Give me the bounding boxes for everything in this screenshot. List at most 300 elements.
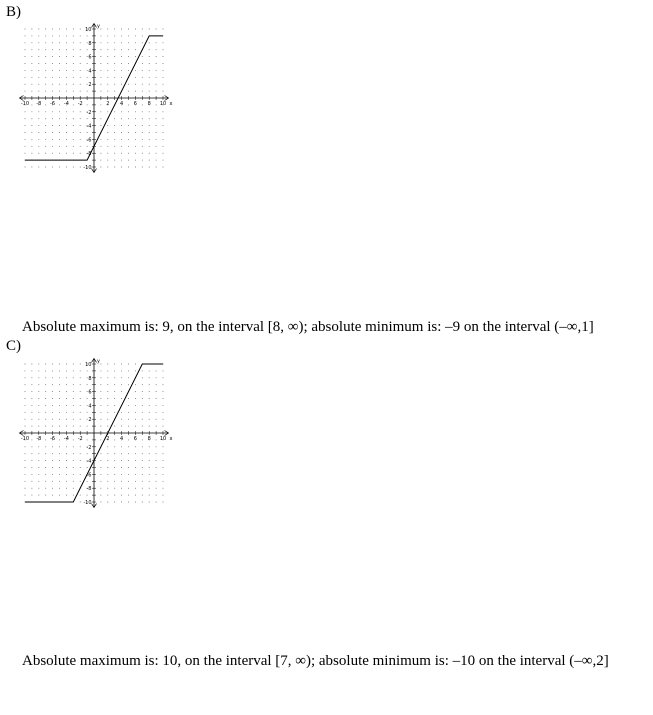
grid-dot bbox=[135, 42, 136, 43]
grid-dot bbox=[45, 35, 46, 36]
grid-dot bbox=[80, 398, 81, 399]
grid-dot bbox=[66, 35, 67, 36]
grid-dot bbox=[52, 488, 53, 489]
grid-dot bbox=[114, 460, 115, 461]
x-tick-label: 6 bbox=[133, 101, 137, 107]
grid-dot bbox=[142, 42, 143, 43]
grid-dot bbox=[87, 426, 88, 427]
grid-dot bbox=[163, 63, 164, 64]
grid-dot bbox=[59, 104, 60, 105]
grid-dot bbox=[52, 84, 53, 85]
grid-dot bbox=[121, 391, 122, 392]
grid-dot bbox=[107, 364, 108, 365]
grid-dot bbox=[100, 405, 101, 406]
grid-dot bbox=[114, 146, 115, 147]
grid-dot bbox=[107, 49, 108, 50]
grid-dot bbox=[38, 118, 39, 119]
grid-dot bbox=[128, 91, 129, 92]
grid-dot bbox=[128, 412, 129, 413]
grid-dot bbox=[114, 111, 115, 112]
grid-dot bbox=[100, 412, 101, 413]
grid-dot bbox=[100, 84, 101, 85]
grid-dot bbox=[149, 84, 150, 85]
grid-dot bbox=[73, 56, 74, 57]
grid-dot bbox=[135, 446, 136, 447]
grid-dot bbox=[52, 481, 53, 482]
grid-dot bbox=[25, 42, 26, 43]
grid-dot bbox=[156, 502, 157, 503]
grid-dot bbox=[128, 453, 129, 454]
grid-dot bbox=[107, 467, 108, 468]
grid-dot bbox=[66, 29, 67, 30]
grid-dot bbox=[163, 56, 164, 57]
grid-dot bbox=[107, 146, 108, 147]
grid-dot bbox=[142, 398, 143, 399]
x-tick-label: -6 bbox=[50, 436, 56, 442]
grid-dot bbox=[87, 118, 88, 119]
grid-dot bbox=[135, 384, 136, 385]
grid-dot bbox=[156, 467, 157, 468]
grid-dot bbox=[25, 118, 26, 119]
grid-dot bbox=[25, 91, 26, 92]
grid-dot bbox=[100, 63, 101, 64]
grid-dot bbox=[107, 125, 108, 126]
grid-dot bbox=[25, 398, 26, 399]
grid-dot bbox=[38, 391, 39, 392]
grid-dot bbox=[25, 384, 26, 385]
grid-dot bbox=[149, 160, 150, 161]
grid-dot bbox=[114, 412, 115, 413]
grid-dot bbox=[25, 467, 26, 468]
grid-dot bbox=[66, 391, 67, 392]
grid-dot bbox=[25, 405, 26, 406]
grid-dot bbox=[52, 35, 53, 36]
grid-dot bbox=[31, 419, 32, 420]
grid-dot bbox=[38, 370, 39, 371]
grid-dot bbox=[114, 446, 115, 447]
grid-dot bbox=[163, 467, 164, 468]
grid-dot bbox=[142, 446, 143, 447]
grid-dot bbox=[45, 111, 46, 112]
grid-dot bbox=[142, 419, 143, 420]
grid-dot bbox=[163, 495, 164, 496]
grid-dot bbox=[80, 446, 81, 447]
grid-dot bbox=[100, 377, 101, 378]
grid-dot bbox=[45, 153, 46, 154]
grid-dot bbox=[52, 398, 53, 399]
grid-dot bbox=[31, 364, 32, 365]
grid-dot bbox=[149, 111, 150, 112]
grid-dot bbox=[80, 405, 81, 406]
grid-dot bbox=[156, 132, 157, 133]
grid-dot bbox=[121, 364, 122, 365]
grid-dot bbox=[59, 111, 60, 112]
grid-dot bbox=[121, 84, 122, 85]
grid-dot bbox=[121, 160, 122, 161]
grid-dot bbox=[38, 467, 39, 468]
grid-dot bbox=[149, 56, 150, 57]
grid-dot bbox=[156, 377, 157, 378]
grid-dot bbox=[135, 70, 136, 71]
grid-dot bbox=[25, 63, 26, 64]
grid-dot bbox=[121, 63, 122, 64]
grid-dot bbox=[31, 391, 32, 392]
grid-dot bbox=[38, 139, 39, 140]
grid-dot bbox=[52, 391, 53, 392]
grid-dot bbox=[31, 481, 32, 482]
grid-dot bbox=[52, 125, 53, 126]
grid-dot bbox=[135, 49, 136, 50]
grid-dot bbox=[25, 364, 26, 365]
grid-dot bbox=[25, 460, 26, 461]
grid-dot bbox=[31, 370, 32, 371]
grid-dot bbox=[135, 160, 136, 161]
grid-dot bbox=[128, 488, 129, 489]
grid-dot bbox=[80, 460, 81, 461]
grid-dot bbox=[149, 405, 150, 406]
grid-dot bbox=[59, 167, 60, 168]
grid-dot bbox=[59, 84, 60, 85]
grid-dot bbox=[128, 446, 129, 447]
grid-dot bbox=[59, 146, 60, 147]
grid-dot bbox=[31, 439, 32, 440]
grid-dot bbox=[156, 405, 157, 406]
grid-dot bbox=[100, 495, 101, 496]
grid-dot bbox=[87, 370, 88, 371]
grid-dot bbox=[135, 474, 136, 475]
y-tick-label: -10 bbox=[83, 500, 92, 506]
grid-dot bbox=[114, 167, 115, 168]
grid-dot bbox=[59, 153, 60, 154]
grid-dot bbox=[87, 495, 88, 496]
grid-dot bbox=[45, 167, 46, 168]
grid-dot bbox=[38, 412, 39, 413]
grid-dot bbox=[121, 419, 122, 420]
grid-dot bbox=[128, 153, 129, 154]
grid-dot bbox=[52, 370, 53, 371]
grid-dot bbox=[38, 419, 39, 420]
grid-dot bbox=[128, 474, 129, 475]
grid-dot bbox=[135, 84, 136, 85]
grid-dot bbox=[25, 70, 26, 71]
grid-dot bbox=[121, 153, 122, 154]
grid-dot bbox=[121, 377, 122, 378]
grid-dot bbox=[73, 370, 74, 371]
grid-dot bbox=[100, 426, 101, 427]
grid-dot bbox=[45, 139, 46, 140]
grid-dot bbox=[38, 364, 39, 365]
grid-dot bbox=[87, 439, 88, 440]
x-tick-label: -6 bbox=[50, 101, 56, 107]
grid-dot bbox=[73, 474, 74, 475]
grid-dot bbox=[66, 481, 67, 482]
grid-dot bbox=[31, 153, 32, 154]
y-tick-label: 4 bbox=[88, 68, 92, 75]
grid-dot bbox=[100, 474, 101, 475]
grid-dot bbox=[114, 495, 115, 496]
grid-dot bbox=[149, 453, 150, 454]
grid-dot bbox=[114, 125, 115, 126]
grid-dot bbox=[73, 377, 74, 378]
grid-dot bbox=[149, 146, 150, 147]
grid-dot bbox=[31, 77, 32, 78]
grid-dot bbox=[142, 63, 143, 64]
grid-dot bbox=[163, 370, 164, 371]
grid-dot bbox=[128, 364, 129, 365]
grid-dot bbox=[163, 446, 164, 447]
grid-dot bbox=[135, 118, 136, 119]
grid-dot bbox=[59, 370, 60, 371]
grid-dot bbox=[156, 446, 157, 447]
grid-dot bbox=[135, 412, 136, 413]
grid-dot bbox=[52, 63, 53, 64]
grid-dot bbox=[38, 111, 39, 112]
grid-dot bbox=[114, 42, 115, 43]
x-tick-label: 4 bbox=[120, 436, 124, 442]
x-tick-label: -8 bbox=[36, 436, 42, 442]
grid-dot bbox=[156, 42, 157, 43]
grid-dot bbox=[52, 384, 53, 385]
grid-dot bbox=[45, 104, 46, 105]
grid-dot bbox=[163, 132, 164, 133]
grid-dot bbox=[87, 453, 88, 454]
grid-dot bbox=[66, 426, 67, 427]
grid-dot bbox=[100, 77, 101, 78]
grid-dot bbox=[52, 426, 53, 427]
grid-dot bbox=[128, 502, 129, 503]
grid-dot bbox=[52, 446, 53, 447]
grid-dot bbox=[25, 495, 26, 496]
grid-dot bbox=[52, 419, 53, 420]
grid-dot bbox=[38, 29, 39, 30]
grid-dot bbox=[135, 502, 136, 503]
grid-dot bbox=[59, 474, 60, 475]
grid-dot bbox=[100, 111, 101, 112]
grid-dot bbox=[114, 391, 115, 392]
grid-dot bbox=[142, 104, 143, 105]
grid-dot bbox=[66, 84, 67, 85]
grid-dot bbox=[135, 35, 136, 36]
grid-dot bbox=[100, 460, 101, 461]
grid-dot bbox=[142, 139, 143, 140]
grid-dot bbox=[107, 35, 108, 36]
grid-dot bbox=[135, 405, 136, 406]
grid-dot bbox=[38, 398, 39, 399]
grid-dot bbox=[128, 139, 129, 140]
grid-dot bbox=[66, 467, 67, 468]
y-tick-label: -2 bbox=[86, 444, 92, 451]
grid-dot bbox=[135, 91, 136, 92]
grid-dot bbox=[59, 125, 60, 126]
grid-dot bbox=[121, 35, 122, 36]
grid-dot bbox=[149, 391, 150, 392]
grid-dot bbox=[156, 84, 157, 85]
grid-dot bbox=[100, 146, 101, 147]
grid-dot bbox=[73, 153, 74, 154]
grid-dot bbox=[135, 488, 136, 489]
grid-dot bbox=[73, 104, 74, 105]
grid-dot bbox=[66, 125, 67, 126]
grid-dot bbox=[52, 460, 53, 461]
grid-dot bbox=[142, 111, 143, 112]
grid-dot bbox=[149, 412, 150, 413]
grid-dot bbox=[135, 139, 136, 140]
grid-dot bbox=[156, 139, 157, 140]
x-tick-label: 2 bbox=[106, 101, 110, 107]
grid-dot bbox=[38, 132, 39, 133]
grid-dot bbox=[121, 467, 122, 468]
x-tick-label: -10 bbox=[20, 101, 30, 107]
grid-dot bbox=[45, 118, 46, 119]
grid-dot bbox=[80, 118, 81, 119]
grid-dot bbox=[73, 488, 74, 489]
grid-dot bbox=[38, 405, 39, 406]
y-tick-label: 2 bbox=[88, 82, 92, 89]
grid-dot bbox=[66, 49, 67, 50]
y-axis-label: y bbox=[97, 23, 100, 30]
grid-dot bbox=[114, 384, 115, 385]
x-axis-label: x bbox=[169, 436, 173, 442]
grid-dot bbox=[121, 474, 122, 475]
grid-dot bbox=[121, 412, 122, 413]
grid-dot bbox=[107, 77, 108, 78]
grid-dot bbox=[59, 488, 60, 489]
grid-dot bbox=[87, 398, 88, 399]
grid-dot bbox=[73, 439, 74, 440]
grid-dot bbox=[128, 63, 129, 64]
grid-dot bbox=[149, 426, 150, 427]
grid-dot bbox=[128, 29, 129, 30]
grid-dot bbox=[80, 364, 81, 365]
grid-dot bbox=[163, 118, 164, 119]
grid-dot bbox=[135, 125, 136, 126]
grid-dot bbox=[149, 467, 150, 468]
grid-dot bbox=[31, 495, 32, 496]
grid-dot bbox=[114, 398, 115, 399]
grid-dot bbox=[121, 56, 122, 57]
grid-dot bbox=[142, 370, 143, 371]
grid-dot bbox=[59, 132, 60, 133]
grid-dot bbox=[121, 139, 122, 140]
grid-dot bbox=[59, 453, 60, 454]
y-tick-label: -4 bbox=[86, 123, 92, 130]
grid-dot bbox=[107, 153, 108, 154]
grid-dot bbox=[59, 426, 60, 427]
grid-dot bbox=[25, 139, 26, 140]
grid-dot bbox=[73, 453, 74, 454]
grid-dot bbox=[149, 77, 150, 78]
grid-dot bbox=[31, 146, 32, 147]
grid-dot bbox=[59, 495, 60, 496]
grid-dot bbox=[149, 167, 150, 168]
grid-dot bbox=[38, 84, 39, 85]
grid-dot bbox=[142, 125, 143, 126]
grid-dot bbox=[128, 398, 129, 399]
grid-dot bbox=[114, 77, 115, 78]
grid-dot bbox=[156, 29, 157, 30]
option-b-answer: Absolute maximum is: 9, on the interval [8, ∞); absolute minimum is: –9 on the interval (–∞,1] bbox=[22, 319, 594, 335]
grid-dot bbox=[73, 118, 74, 119]
grid-dot bbox=[149, 153, 150, 154]
grid-dot bbox=[128, 132, 129, 133]
grid-dot bbox=[107, 84, 108, 85]
grid-dot bbox=[38, 70, 39, 71]
grid-dot bbox=[163, 70, 164, 71]
grid-dot bbox=[142, 426, 143, 427]
grid-dot bbox=[31, 398, 32, 399]
grid-dot bbox=[100, 419, 101, 420]
grid-dot bbox=[163, 111, 164, 112]
grid-dot bbox=[45, 453, 46, 454]
grid-dot bbox=[142, 439, 143, 440]
grid-dot bbox=[66, 167, 67, 168]
grid-dot bbox=[107, 502, 108, 503]
grid-dot bbox=[73, 63, 74, 64]
grid-dot bbox=[142, 405, 143, 406]
grid-dot bbox=[107, 111, 108, 112]
grid-dot bbox=[107, 481, 108, 482]
grid-dot bbox=[38, 474, 39, 475]
grid-dot bbox=[135, 146, 136, 147]
grid-dot bbox=[38, 125, 39, 126]
option-c-graph bbox=[21, 355, 171, 507]
grid-dot bbox=[121, 398, 122, 399]
grid-dot bbox=[87, 146, 88, 147]
x-tick-label: 10 bbox=[159, 436, 167, 442]
grid-dot bbox=[31, 104, 32, 105]
grid-dot bbox=[128, 481, 129, 482]
grid-dot bbox=[31, 446, 32, 447]
grid-dot bbox=[80, 91, 81, 92]
grid-dot bbox=[121, 488, 122, 489]
y-tick-label: 10 bbox=[85, 362, 92, 368]
grid-dot bbox=[163, 160, 164, 161]
grid-dot bbox=[114, 153, 115, 154]
grid-dot bbox=[121, 426, 122, 427]
grid-dot bbox=[149, 49, 150, 50]
grid-dot bbox=[80, 29, 81, 30]
grid-dot bbox=[114, 377, 115, 378]
grid-dot bbox=[38, 460, 39, 461]
grid-dot bbox=[100, 139, 101, 140]
grid-dot bbox=[52, 77, 53, 78]
grid-dot bbox=[31, 42, 32, 43]
grid-dot bbox=[52, 153, 53, 154]
grid-dot bbox=[121, 125, 122, 126]
grid-dot bbox=[52, 364, 53, 365]
grid-dot bbox=[73, 426, 74, 427]
grid-dot bbox=[142, 132, 143, 133]
x-tick-label: 8 bbox=[147, 436, 151, 442]
grid-dot bbox=[38, 377, 39, 378]
grid-dot bbox=[128, 146, 129, 147]
grid-dot bbox=[121, 29, 122, 30]
grid-dot bbox=[163, 49, 164, 50]
grid-dot bbox=[59, 419, 60, 420]
grid-dot bbox=[80, 70, 81, 71]
grid-dot bbox=[121, 370, 122, 371]
grid-dot bbox=[156, 104, 157, 105]
grid-dot bbox=[156, 111, 157, 112]
grid-dot bbox=[163, 77, 164, 78]
grid-dot bbox=[87, 104, 88, 105]
grid-dot bbox=[142, 160, 143, 161]
grid-dot bbox=[135, 398, 136, 399]
grid-dot bbox=[163, 412, 164, 413]
grid-dot bbox=[128, 426, 129, 427]
grid-dot bbox=[114, 160, 115, 161]
grid-dot bbox=[163, 474, 164, 475]
